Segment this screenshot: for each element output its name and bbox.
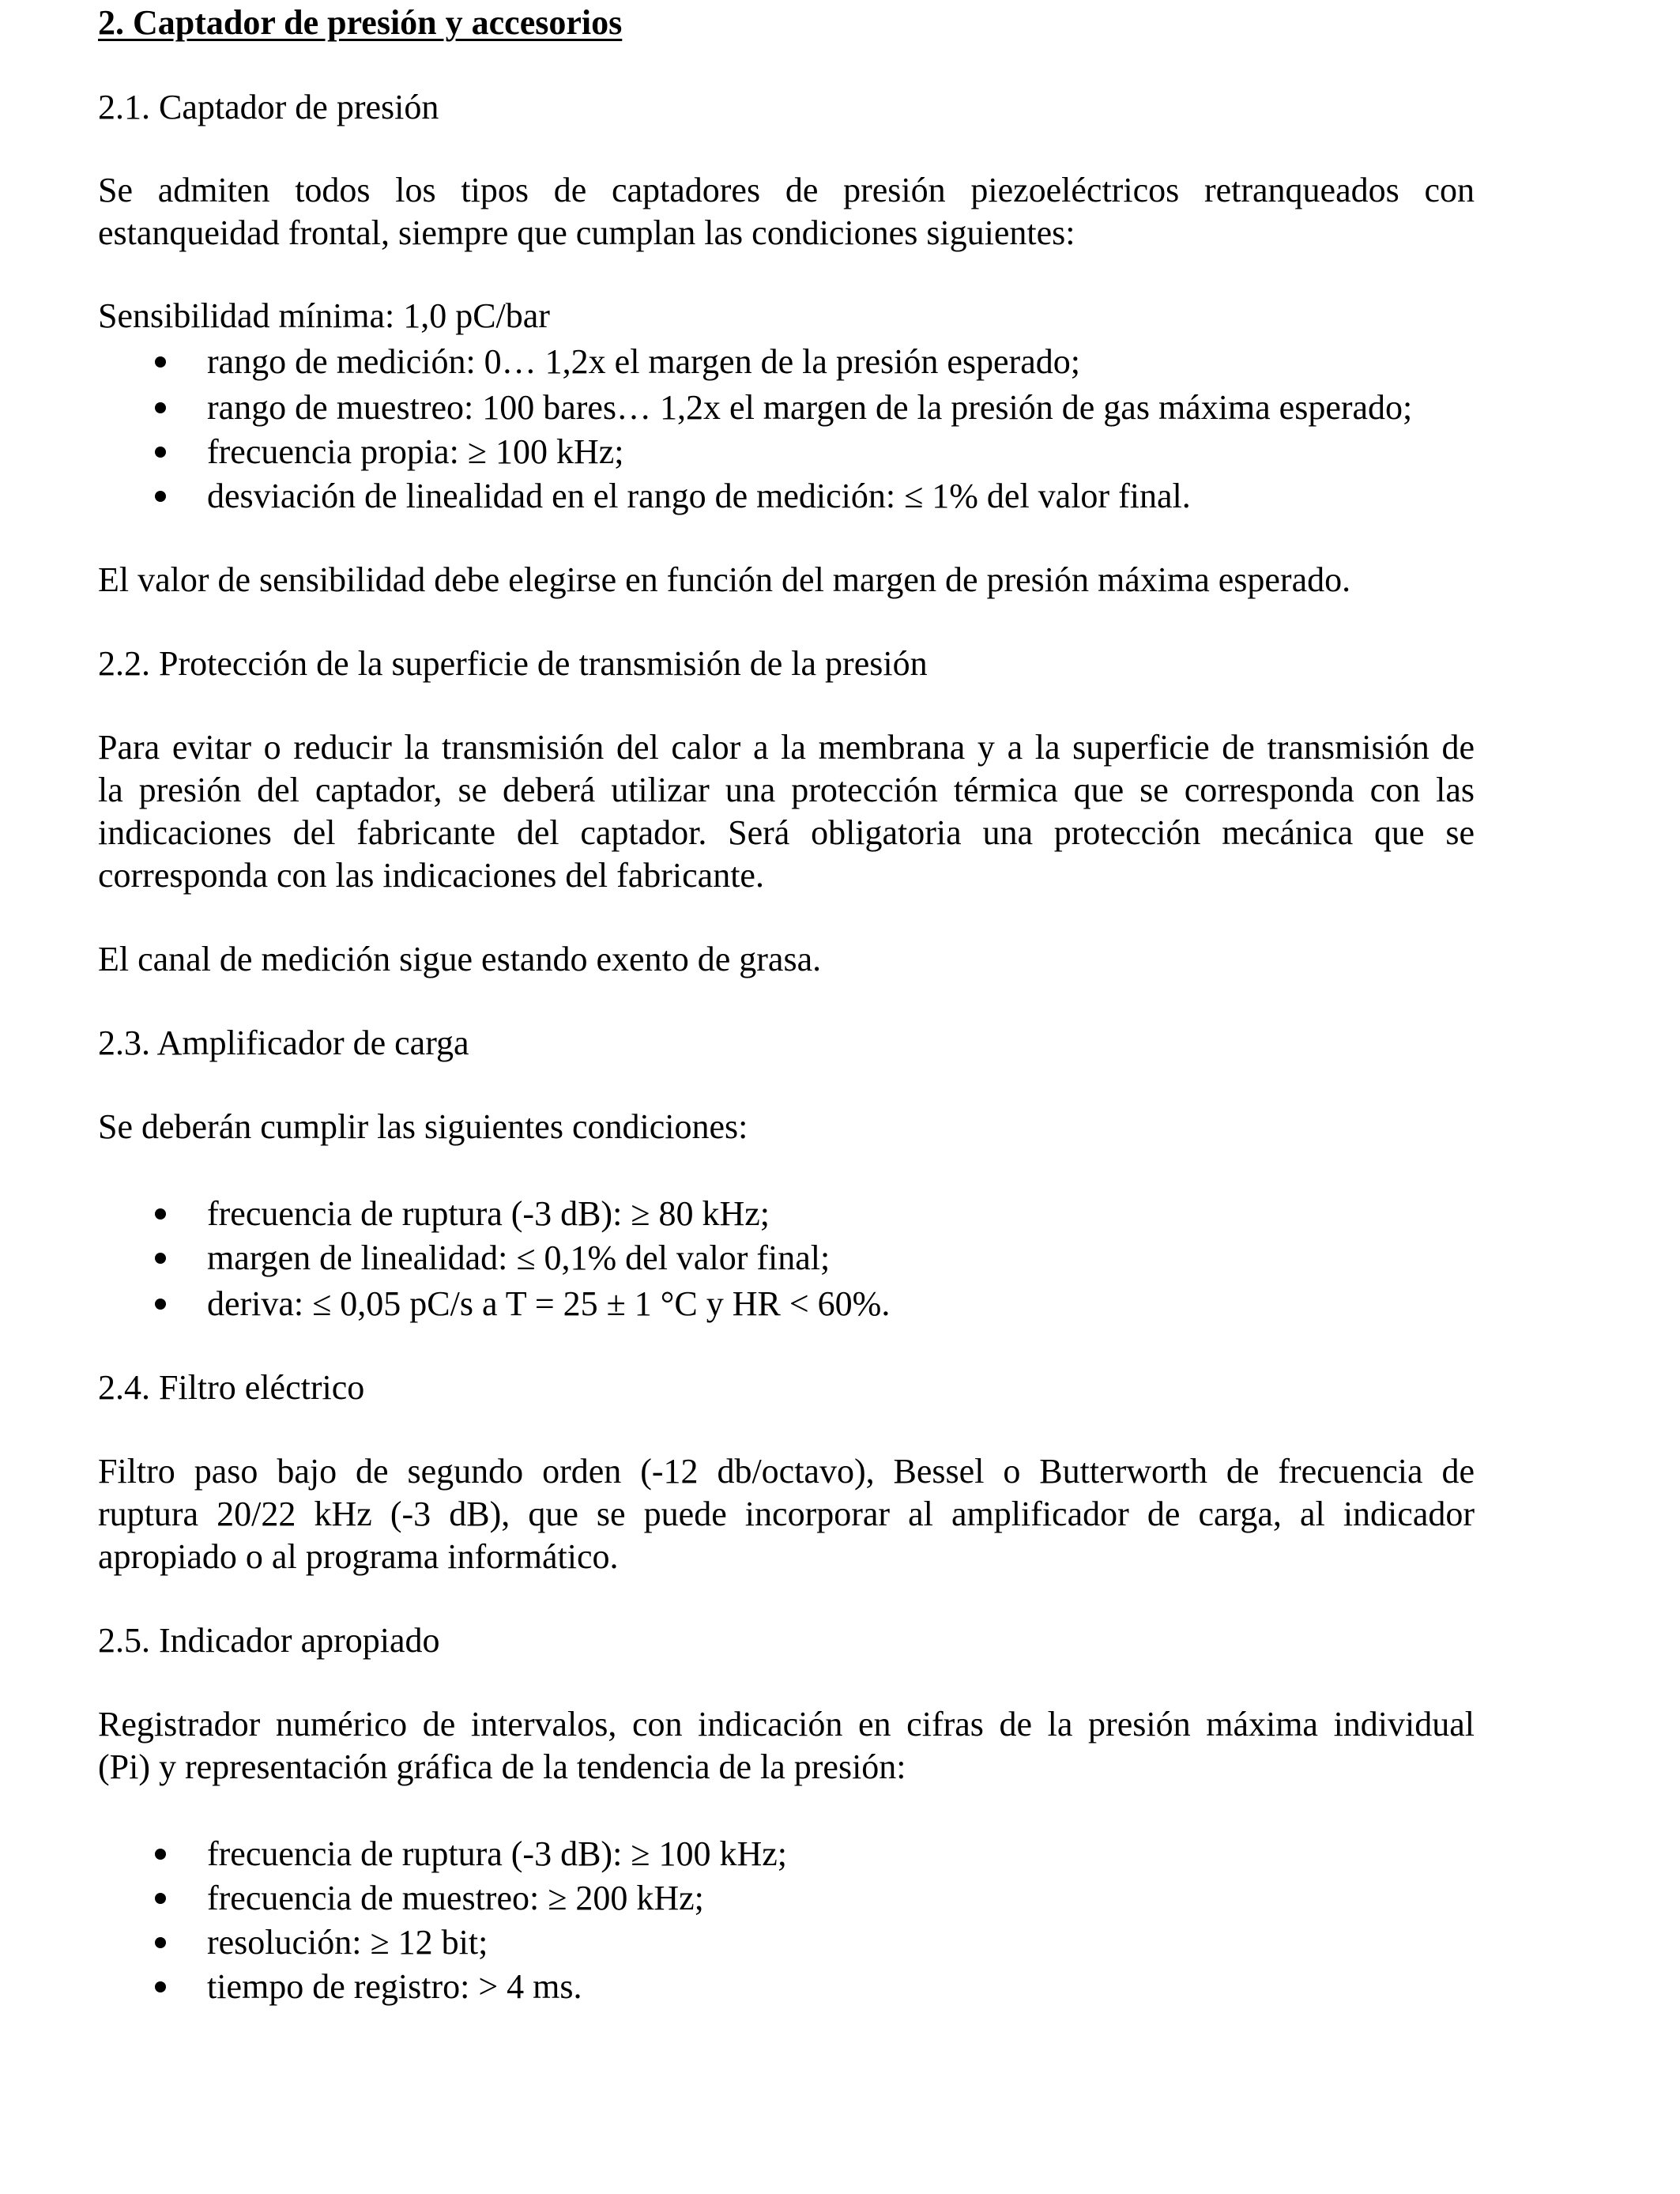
bullet-icon bbox=[155, 1299, 166, 1310]
sensitivity-line: Sensibilidad mínima: 1,0 pC/bar bbox=[98, 296, 550, 335]
list-item: frecuencia de ruptura (-3 dB): ≥ 80 kHz; bbox=[207, 1194, 770, 1233]
subsection-title-2-1: 2.1. Captador de presión bbox=[98, 88, 439, 126]
subsection-title-2-5: 2.5. Indicador apropiado bbox=[98, 1621, 440, 1660]
list-item: rango de muestreo: 100 bares… 1,2x el margen de la presión de gas máxima esperado; bbox=[207, 388, 1413, 427]
paragraph-line: (Pi) y representación gráfica de la tendencia de la presión: bbox=[98, 1747, 906, 1786]
bullet-icon bbox=[155, 491, 166, 502]
bullet-icon bbox=[155, 447, 166, 458]
paragraph-line: Se admiten todos los tipos de captadores de presión piezoeléctricos retranqueados con bbox=[98, 171, 1475, 209]
list-item: desviación de linealidad en el rango de medición: ≤ 1% del valor final. bbox=[207, 477, 1191, 515]
subsection-title-2-4: 2.4. Filtro eléctrico bbox=[98, 1368, 365, 1407]
paragraph-line: Se deberán cumplir las siguientes condiciones: bbox=[98, 1107, 748, 1146]
paragraph-line: estanqueidad frontal, siempre que cumplan las condiciones siguientes: bbox=[98, 213, 1075, 252]
list-item: deriva: ≤ 0,05 pC/s a T = 25 ± 1 °C y HR < 60%. bbox=[207, 1284, 891, 1323]
paragraph-line: apropiado o al programa informático. bbox=[98, 1537, 619, 1576]
list-item: frecuencia de muestreo: ≥ 200 kHz; bbox=[207, 1879, 704, 1917]
paragraph-line: corresponda con las indicaciones del fabricante. bbox=[98, 856, 764, 895]
subsection-title-2-3: 2.3. Amplificador de carga bbox=[98, 1023, 469, 1062]
section-title: 2. Captador de presión y accesorios bbox=[98, 3, 623, 42]
list-item: frecuencia propia: ≥ 100 kHz; bbox=[207, 432, 624, 471]
bullet-icon bbox=[155, 1253, 166, 1264]
subsection-title-2-2: 2.2. Protección de la superficie de transmisión de la presión bbox=[98, 644, 928, 683]
list-item: frecuencia de ruptura (-3 dB): ≥ 100 kHz; bbox=[207, 1834, 787, 1873]
bullet-icon bbox=[155, 1208, 166, 1220]
paragraph-line: la presión del captador, se deberá utilizar una protección térmica que se corresponda con las bbox=[98, 771, 1475, 809]
list-item: tiempo de registro: > 4 ms. bbox=[207, 1967, 582, 2006]
paragraph-line: El valor de sensibilidad debe elegirse en función del margen de presión máxima esperado. bbox=[98, 560, 1351, 599]
paragraph-line: Filtro paso bajo de segundo orden (-12 db/octavo), Bessel o Butterworth de frecuencia de bbox=[98, 1452, 1475, 1491]
list-item: margen de linealidad: ≤ 0,1% del valor final; bbox=[207, 1238, 831, 1277]
bullet-icon bbox=[155, 402, 166, 413]
bullet-icon bbox=[155, 356, 166, 368]
bullet-icon bbox=[155, 1893, 166, 1904]
paragraph-line: indicaciones del fabricante del captador. Será obligatoria una protección mecánica que se bbox=[98, 813, 1475, 852]
list-item: rango de medición: 0… 1,2x el margen de la presión esperado; bbox=[207, 342, 1080, 381]
paragraph-line: El canal de medición sigue estando exento de grasa. bbox=[98, 940, 822, 978]
paragraph-line: Registrador numérico de intervalos, con indicación en cifras de la presión máxima individual bbox=[98, 1705, 1475, 1744]
bullet-icon bbox=[155, 1981, 166, 1992]
list-item: resolución: ≥ 12 bit; bbox=[207, 1923, 488, 1962]
paragraph-line: ruptura 20/22 kHz (-3 dB), que se puede incorporar al amplificador de carga, al indicador bbox=[98, 1495, 1475, 1533]
bullet-icon bbox=[155, 1937, 166, 1948]
bullet-icon bbox=[155, 1849, 166, 1860]
paragraph-line: Para evitar o reducir la transmisión del calor a la membrana y a la superficie de transmisión de bbox=[98, 728, 1475, 767]
